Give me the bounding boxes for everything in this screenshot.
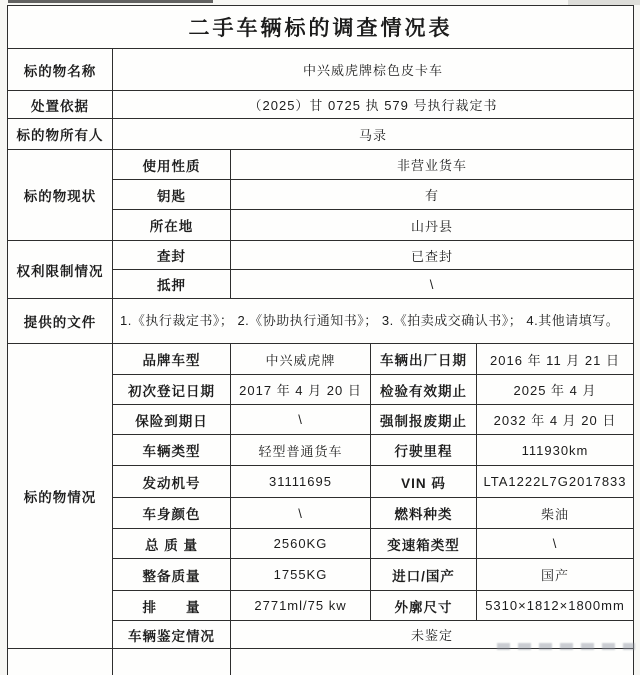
mileage-label: 行驶里程 (371, 435, 477, 466)
mileage-value: 111930km (477, 435, 634, 466)
investigation-form-table (7, 5, 634, 675)
dimensions-value: 5310×1812×1800mm (477, 591, 634, 621)
vin-label: VIN 码 (371, 466, 477, 498)
gross-mass-label: 总 质 量 (113, 529, 231, 559)
brand-model-label: 品牌车型 (113, 344, 231, 375)
subject-name-value: 中兴威虎牌棕色皮卡车 (113, 49, 634, 91)
vehicle-type-value: 轻型普通货车 (231, 435, 371, 466)
scrap-deadline-label: 强制报废期止 (371, 405, 477, 435)
subject-name-label: 标的物名称 (8, 49, 113, 91)
brand-model-value: 中兴威虎牌 (231, 344, 371, 375)
watermark-artifact (497, 643, 635, 650)
seizure-label: 查封 (113, 241, 231, 270)
disposal-basis-value: （2025）甘 0725 执 579 号执行裁定书 (113, 91, 634, 119)
first-registration-label: 初次登记日期 (113, 375, 231, 405)
vin-value: LTA1222L7G2017833 (477, 466, 634, 498)
row-disposal-basis (8, 91, 634, 119)
fuel-type-label: 燃料种类 (371, 498, 477, 529)
owner-label: 标的物所有人 (8, 119, 113, 150)
displacement-value: 2771ml/75 kw (231, 591, 371, 621)
title-row (8, 6, 634, 49)
gross-mass-value: 2560KG (231, 529, 371, 559)
curb-mass-value: 1755KG (231, 559, 371, 591)
usage-nature-value: 非营业货车 (231, 150, 634, 180)
row-status-usage (8, 150, 634, 180)
rights-section-label: 权利限制情况 (8, 241, 113, 299)
seizure-value: 已查封 (231, 241, 634, 270)
vehicle-type-label: 车辆类型 (113, 435, 231, 466)
appraisal-label: 车辆鉴定情况 (113, 621, 231, 649)
engine-number-value: 31111695 (231, 466, 371, 498)
engine-number-label: 发动机号 (113, 466, 231, 498)
inspection-valid-value: 2025 年 4 月 (477, 375, 634, 405)
documents-label: 提供的文件 (8, 299, 113, 344)
body-color-label: 车身颜色 (113, 498, 231, 529)
row-owner (8, 119, 634, 150)
scan-artifact-top-edge (8, 0, 213, 3)
location-label: 所在地 (113, 210, 231, 241)
displacement-label: 排 量 (113, 591, 231, 621)
owner-value: 马录 (113, 119, 634, 150)
mortgage-value: \ (231, 270, 634, 299)
mortgage-label: 抵押 (113, 270, 231, 299)
row-documents (8, 299, 634, 344)
factory-date-value: 2016 年 11 月 21 日 (477, 344, 634, 375)
vehicle-section-label: 标的物情况 (8, 344, 113, 649)
appraisal-value: 未鉴定 (231, 621, 634, 649)
form-title: 二手车辆标的调查情况表 (8, 6, 634, 49)
body-color-value: \ (231, 498, 371, 529)
fuel-type-value: 柴油 (477, 498, 634, 529)
row-subject-name (8, 49, 634, 91)
gearbox-type-value: \ (477, 529, 634, 559)
first-registration-value: 2017 年 4 月 20 日 (231, 375, 371, 405)
key-label: 钥匙 (113, 180, 231, 210)
insurance-expiry-label: 保险到期日 (113, 405, 231, 435)
inspection-valid-label: 检验有效期止 (371, 375, 477, 405)
usage-nature-label: 使用性质 (113, 150, 231, 180)
location-value: 山丹县 (231, 210, 634, 241)
documents-value: 1.《执行裁定书》； 2.《协助执行通知书》； 3.《拍卖成交确认书》； 4.其他请填写。 (113, 299, 634, 344)
status-section-label: 标的物现状 (8, 150, 113, 241)
factory-date-label: 车辆出厂日期 (371, 344, 477, 375)
curb-mass-label: 整备质量 (113, 559, 231, 591)
import-domestic-label: 进口/国产 (371, 559, 477, 591)
dimensions-label: 外廓尺寸 (371, 591, 477, 621)
row-vehicle-brand (8, 344, 634, 375)
insurance-expiry-value: \ (231, 405, 371, 435)
disposal-basis-label: 处置依据 (8, 91, 113, 119)
gearbox-type-label: 变速箱类型 (371, 529, 477, 559)
row-rights-seizure (8, 241, 634, 270)
key-value: 有 (231, 180, 634, 210)
import-domestic-value: 国产 (477, 559, 634, 591)
scrap-deadline-value: 2032 年 4 月 20 日 (477, 405, 634, 435)
